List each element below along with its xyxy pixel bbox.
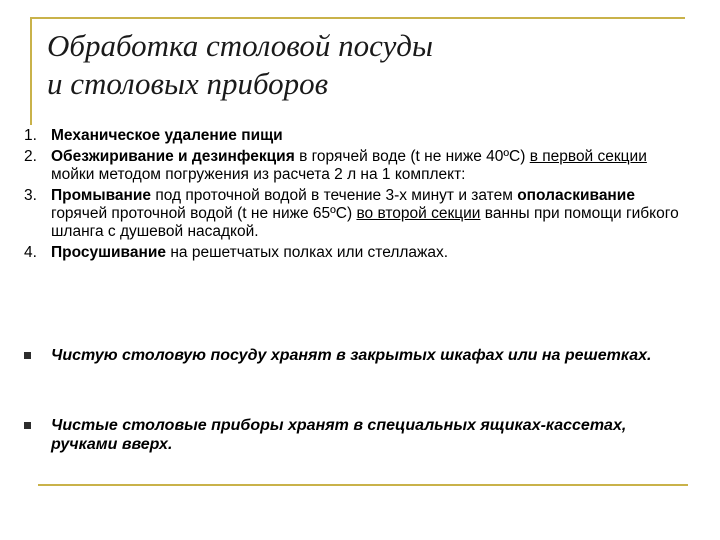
step-number: 2. <box>24 148 37 165</box>
slide-title-line-2: и столовых приборов <box>47 66 329 101</box>
step-heading: Механическое удаление пищи <box>51 127 283 144</box>
step-text: ванны при помощи гибкого шланга с душевой насадкой. <box>51 205 679 240</box>
step-heading: Обезжиривание и дезинфекция <box>51 148 295 165</box>
step-text: на решетчатых полках или стеллажах. <box>166 244 449 261</box>
procedure-steps-list <box>24 127 694 265</box>
step-text: горячей проточной водой (t не ниже 65ºС) <box>51 205 357 222</box>
step-underlined-text: в первой секции <box>529 148 647 165</box>
step-text: под проточной водой в течение 3-х минут и затем <box>151 187 518 204</box>
step-heading: Промывание <box>51 187 152 204</box>
step-text: в горячей воде (t не ниже 40ºС) <box>294 148 530 165</box>
step-number: 3. <box>24 187 37 204</box>
title-frame-left-line <box>30 17 32 125</box>
bottom-divider-line <box>38 484 688 486</box>
bullet-text: Чистые столовые приборы хранят в специальных ящиках-кассетах, ручками вверх. <box>51 417 627 453</box>
bullet-item-2 <box>24 416 694 454</box>
step-underlined-text: во второй секции <box>356 205 481 222</box>
title-frame-top-line <box>30 17 685 19</box>
step-item-1 <box>24 127 694 145</box>
square-bullet-icon <box>24 422 31 429</box>
square-bullet-icon <box>24 352 31 359</box>
bullet-text: Чистую столовую посуду хранят в закрытых шкафах или на решетках. <box>51 347 652 364</box>
step-heading: Просушивание <box>51 244 167 261</box>
step-heading-secondary: ополаскивание <box>517 187 635 204</box>
step-item-2 <box>24 148 694 184</box>
slide-title <box>47 27 433 103</box>
slide-title-line-1: Обработка столовой посуды <box>47 28 433 63</box>
step-number: 1. <box>24 127 37 144</box>
step-item-3 <box>24 187 694 241</box>
step-item-4 <box>24 244 694 262</box>
step-number: 4. <box>24 244 37 261</box>
bullet-item-1 <box>24 346 694 365</box>
step-text: мойки методом погружения из расчета 2 л на 1 комплект: <box>51 166 466 183</box>
